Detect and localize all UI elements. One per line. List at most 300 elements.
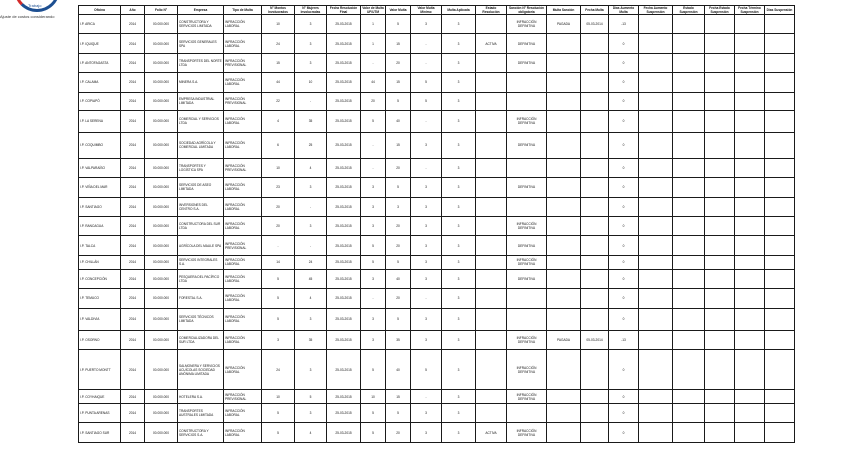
table-cell: -	[295, 92, 327, 110]
table-cell	[735, 255, 765, 269]
logo	[14, 0, 62, 14]
table-cell	[735, 423, 765, 443]
table-cell	[705, 53, 735, 72]
table-cell: 0	[609, 289, 639, 308]
table-cell	[765, 236, 795, 255]
table-cell	[765, 308, 795, 330]
table-cell: 3	[442, 216, 476, 235]
table-cell: 2014	[121, 423, 145, 443]
table-cell: 20	[386, 216, 411, 235]
table-cell: 3	[411, 330, 442, 349]
table-cell: 3	[361, 216, 386, 235]
table-cell	[765, 132, 795, 158]
table-cell: 20	[361, 92, 386, 110]
table-cell: I.P. LA SERENA	[79, 110, 121, 132]
table-cell: 0	[609, 236, 639, 255]
table-cell	[581, 289, 609, 308]
table-cell: INFRACCIÓN LABORAL	[224, 423, 262, 443]
table-cell	[547, 132, 581, 158]
table-cell: 15	[386, 73, 411, 92]
table-cell: 00.000.000	[145, 53, 178, 72]
table-cell: 5	[386, 308, 411, 330]
table-cell	[735, 92, 765, 110]
table-cell: 3	[411, 236, 442, 255]
table-cell	[581, 423, 609, 443]
table-cell: 2014	[121, 110, 145, 132]
table-cell: DEFINITIVA	[507, 178, 547, 197]
table-cell: 3	[442, 390, 476, 404]
table-cell	[765, 404, 795, 423]
table-cell	[639, 158, 673, 177]
table-cell: INFRACCIÓN LABORAL	[224, 34, 262, 53]
table-cell: 00.000.000	[145, 255, 178, 269]
table-cell	[581, 350, 609, 390]
table-cell	[581, 236, 609, 255]
table-cell	[476, 404, 507, 423]
table-cell: 1	[361, 15, 386, 34]
table-cell: SERVICIOS GENERALES SPA	[178, 34, 224, 53]
table-cell: 00.000.000	[145, 350, 178, 390]
table-cell	[476, 132, 507, 158]
table-cell	[673, 110, 705, 132]
table-row	[79, 132, 795, 158]
table-cell: INFRACCIÓN LABORAL	[224, 73, 262, 92]
table-cell: COMERCIAL Y SERVICIOS LTDA	[178, 110, 224, 132]
table-cell: INFRACCIÓN DEFINITIVA	[507, 255, 547, 269]
table-cell: 5	[262, 308, 295, 330]
table-cell: 3	[442, 330, 476, 349]
table-cell: -	[361, 289, 386, 308]
table-cell: 3	[386, 197, 411, 216]
table-cell: 2014	[121, 330, 145, 349]
table-cell	[507, 92, 547, 110]
table-row	[79, 92, 795, 110]
table-cell	[673, 132, 705, 158]
table-cell: SERVICIOS INTEGRALES S.A.	[178, 255, 224, 269]
table-cell	[507, 197, 547, 216]
table-cell: 2014	[121, 158, 145, 177]
table-cell: 3	[442, 15, 476, 34]
table-cell	[735, 34, 765, 53]
table-cell	[705, 390, 735, 404]
table-cell: CONSTRUCTORA Y SERVICIOS LIMITADA	[178, 15, 224, 34]
table-cell	[735, 197, 765, 216]
table-cell	[705, 269, 735, 288]
table-cell: 25-03-2015	[327, 390, 361, 404]
table-cell	[507, 404, 547, 423]
table-cell: ACTIVA	[476, 34, 507, 53]
column-header: Sanción N° Resolución obligatoria	[507, 6, 547, 15]
table-cell: 00.000.000	[145, 92, 178, 110]
table-cell	[547, 404, 581, 423]
table-cell: SERVICIOS TÉCNICOS LIMITADA	[178, 308, 224, 330]
table-cell: 25-03-2015	[327, 216, 361, 235]
table-cell: 20	[262, 197, 295, 216]
table-cell	[547, 255, 581, 269]
table-cell	[765, 269, 795, 288]
table-cell	[673, 289, 705, 308]
table-row	[79, 330, 795, 349]
table-cell: 20	[386, 289, 411, 308]
table-cell: 20	[386, 236, 411, 255]
table-cell: INFRACCIÓN DEFINITIVA	[507, 350, 547, 390]
table-cell: INFRACCIÓN LABORAL	[224, 15, 262, 34]
table-cell	[476, 53, 507, 72]
table-cell: 40	[386, 269, 411, 288]
table-cell	[547, 390, 581, 404]
table-cell: 2014	[121, 255, 145, 269]
table-cell: 5	[361, 236, 386, 255]
table-cell	[735, 289, 765, 308]
table-cell: 3	[295, 53, 327, 72]
table-cell	[765, 289, 795, 308]
column-header: Fecha Término Suspensión	[735, 6, 765, 15]
table-cell: 00.000.000	[145, 178, 178, 197]
table-cell	[705, 308, 735, 330]
table-cell: 2014	[121, 269, 145, 288]
table-cell: 25-03-2015	[327, 404, 361, 423]
table-cell: 22	[262, 92, 295, 110]
table-cell: 2014	[121, 216, 145, 235]
table-cell	[639, 216, 673, 235]
table-cell: 00.000.000	[145, 73, 178, 92]
table-cell: TRANSPORTES AUSTRALES LIMITADA	[178, 404, 224, 423]
table-cell: 3	[295, 308, 327, 330]
table-cell: PESQUERA DEL PACÍFICO LTDA	[178, 269, 224, 288]
table-cell	[673, 269, 705, 288]
column-header: Tipo de Multa	[224, 6, 262, 15]
table-cell: 00.000.000	[145, 423, 178, 443]
table-cell: I.P. SANTIAGO	[79, 197, 121, 216]
table-cell: 20	[386, 423, 411, 443]
table-cell: 3	[442, 236, 476, 255]
table-cell	[476, 289, 507, 308]
table-cell	[639, 350, 673, 390]
table-cell: 5	[361, 404, 386, 423]
column-header: Días Aumento Multa	[609, 6, 639, 15]
table-cell	[639, 289, 673, 308]
table-cell: 35	[386, 330, 411, 349]
table-cell: 3	[442, 255, 476, 269]
column-header: Estado Resolución	[476, 6, 507, 15]
table-cell: INFRACCIÓN LABORAL	[224, 255, 262, 269]
table-cell: 3	[442, 158, 476, 177]
table-cell	[705, 197, 735, 216]
table-cell: 00.000.000	[145, 216, 178, 235]
table-cell	[735, 178, 765, 197]
table-cell	[735, 110, 765, 132]
table-cell: 10	[295, 73, 327, 92]
table-cell	[581, 197, 609, 216]
table-cell: I.P. RANCAGUA	[79, 216, 121, 235]
table-cell: 3	[442, 289, 476, 308]
table-cell: I.P. PUNTA ARENAS	[79, 404, 121, 423]
table-cell: 00.000.000	[145, 197, 178, 216]
column-header: Multa Aplicada	[442, 6, 476, 15]
table-cell: 3	[442, 92, 476, 110]
table-cell	[639, 236, 673, 255]
table-cell: INFRACCIÓN PREVISIONAL	[224, 158, 262, 177]
table-row	[79, 73, 795, 92]
table-cell: I.P. COPIAPÓ	[79, 92, 121, 110]
table-cell: 4	[295, 289, 327, 308]
table-cell: 3	[361, 308, 386, 330]
table-cell	[476, 350, 507, 390]
table-cell	[547, 350, 581, 390]
table-cell: 2014	[121, 350, 145, 390]
table-cell	[547, 110, 581, 132]
table-cell: 3	[442, 350, 476, 390]
table-cell: 5	[361, 350, 386, 390]
table-cell: 5	[262, 289, 295, 308]
table-cell	[639, 53, 673, 72]
table-cell	[735, 158, 765, 177]
table-cell: I.P. COQUIMBO	[79, 132, 121, 158]
table-cell: 0	[609, 73, 639, 92]
table-cell	[507, 158, 547, 177]
table-cell	[581, 158, 609, 177]
table-cell	[581, 34, 609, 53]
table-cell	[735, 404, 765, 423]
table-cell: HOTELERA S.A.	[178, 390, 224, 404]
table-cell	[705, 330, 735, 349]
table-cell: INVERSIONES DEL CENTRO S.A.	[178, 197, 224, 216]
table-row	[79, 269, 795, 288]
table-cell: DEFINITIVA	[507, 132, 547, 158]
table-cell: 3	[295, 350, 327, 390]
table-cell: 2014	[121, 53, 145, 72]
column-header: Valor Multa Mínimo	[411, 6, 442, 15]
table-cell	[476, 197, 507, 216]
table-cell	[547, 236, 581, 255]
table-cell	[673, 390, 705, 404]
table-cell	[765, 110, 795, 132]
table-cell	[765, 178, 795, 197]
table-cell	[639, 423, 673, 443]
table-cell	[765, 216, 795, 235]
table-cell: 3	[411, 197, 442, 216]
table-cell	[507, 73, 547, 92]
table-cell	[581, 110, 609, 132]
table-cell	[639, 15, 673, 34]
table-cell	[673, 34, 705, 53]
table-row	[79, 53, 795, 72]
table-cell: 5	[295, 390, 327, 404]
table-cell: 20	[386, 158, 411, 177]
table-cell: 15	[262, 53, 295, 72]
table-cell	[547, 197, 581, 216]
table-row	[79, 197, 795, 216]
table-cell	[476, 390, 507, 404]
table-cell: I.P. PUERTO MONTT	[79, 350, 121, 390]
table-row	[79, 216, 795, 235]
table-cell: 23	[262, 178, 295, 197]
table-cell: -	[295, 236, 327, 255]
table-cell: 3	[442, 53, 476, 72]
column-header: Multa Sanción	[547, 6, 581, 15]
table-cell	[765, 423, 795, 443]
table-cell: 15	[386, 34, 411, 53]
table-cell: 0	[609, 404, 639, 423]
table-cell: INFRACCIÓN LABORAL	[224, 132, 262, 158]
table-cell: 3	[361, 197, 386, 216]
table-cell: 5	[386, 15, 411, 34]
table-cell: 0	[609, 423, 639, 443]
table-cell: 2014	[121, 34, 145, 53]
table-cell: 25-03-2015	[327, 289, 361, 308]
table-cell: 20	[262, 216, 295, 235]
table-cell: 3	[361, 178, 386, 197]
table-cell	[476, 110, 507, 132]
table-cell: 3	[442, 132, 476, 158]
table-cell: -	[262, 236, 295, 255]
table-cell: 0	[609, 255, 639, 269]
table-cell	[547, 73, 581, 92]
table-cell: 14	[262, 255, 295, 269]
table-cell: 00.000.000	[145, 390, 178, 404]
table-cell: 3	[411, 178, 442, 197]
table-cell: 3	[262, 330, 295, 349]
table-cell: PAGADA	[547, 330, 581, 349]
table-row	[79, 423, 795, 443]
table-row	[79, 158, 795, 177]
table-cell: 5	[262, 269, 295, 288]
table-row	[79, 255, 795, 269]
table-cell: 0	[609, 92, 639, 110]
table-cell: 3	[411, 255, 442, 269]
table-cell: 24	[262, 34, 295, 53]
table-cell: CONSTRUCTORA Y SERVICIOS S.A.	[178, 423, 224, 443]
table-cell	[673, 15, 705, 34]
table-cell: 25-03-2015	[327, 197, 361, 216]
table-cell: 0	[609, 269, 639, 288]
table-cell: 3	[411, 404, 442, 423]
table-cell: INFRACCIÓN DEFINITIVA	[507, 390, 547, 404]
table-cell	[639, 308, 673, 330]
table-cell: 00.000.000	[145, 289, 178, 308]
table-cell: 5	[361, 423, 386, 443]
logo-text: Trabajo	[28, 3, 42, 8]
table-cell: 2014	[121, 197, 145, 216]
table-cell: SALMONERA Y SERVICIOS ACUÍCOLAS SOCIEDAD ANÓNIMA LIMITADA	[178, 350, 224, 390]
column-header: Fecha Estado Suspensión	[705, 6, 735, 15]
table-cell: INFRACCIÓN DEFINITIVA	[507, 110, 547, 132]
table-cell	[476, 73, 507, 92]
table-cell: 3	[411, 132, 442, 158]
table-cell: 3	[411, 423, 442, 443]
table-cell	[735, 236, 765, 255]
table-cell: 00.000.000	[145, 330, 178, 349]
table-cell: 00.000.000	[145, 110, 178, 132]
table-cell	[765, 330, 795, 349]
table-cell	[507, 308, 547, 330]
table-cell: 3	[411, 15, 442, 34]
column-header: N° Montos Involucrados	[262, 6, 295, 15]
table-cell	[673, 350, 705, 390]
table-cell	[735, 216, 765, 235]
table-cell: INFRACCIÓN LABORAL	[224, 350, 262, 390]
table-cell	[547, 53, 581, 72]
table-row	[79, 34, 795, 53]
table-cell	[639, 197, 673, 216]
table-cell: 15	[386, 390, 411, 404]
table-cell: -	[411, 289, 442, 308]
table-cell: 35	[295, 330, 327, 349]
table-cell: 2014	[121, 132, 145, 158]
table-cell: 0	[609, 110, 639, 132]
table-cell	[639, 73, 673, 92]
table-cell	[639, 330, 673, 349]
table-cell: 5	[262, 423, 295, 443]
table-cell: 3	[442, 34, 476, 53]
column-header: Valor Multa	[386, 6, 411, 15]
table-cell: -	[361, 53, 386, 72]
table-cell: 5	[262, 404, 295, 423]
table-cell	[639, 269, 673, 288]
table-cell: 25-03-2015	[327, 269, 361, 288]
table-cell	[581, 255, 609, 269]
table-cell	[547, 158, 581, 177]
column-header: Fecha Aumento Suspensión	[639, 6, 673, 15]
table-cell: INFRACCIÓN PREVISIONAL	[224, 92, 262, 110]
table-cell: TRANSPORTES Y LOGÍSTICA SPA	[178, 158, 224, 177]
table-cell: 3	[411, 308, 442, 330]
table-cell	[673, 197, 705, 216]
table-cell: 5	[386, 92, 411, 110]
table-cell: 25-03-2015	[327, 236, 361, 255]
table-cell: 25-03-2015	[327, 92, 361, 110]
table-cell: 25	[295, 132, 327, 158]
table-cell	[476, 330, 507, 349]
table-cell: TRANSPORTES DEL NORTE LTDA	[178, 53, 224, 72]
table-cell: I.P. CONCEPCIÓN	[79, 269, 121, 288]
table-cell	[639, 255, 673, 269]
table-cell	[639, 390, 673, 404]
table-cell	[476, 158, 507, 177]
table-cell	[639, 34, 673, 53]
table-cell	[705, 34, 735, 53]
table-cell	[765, 73, 795, 92]
table-cell	[735, 73, 765, 92]
table-cell: INFRACCIÓN LABORAL	[224, 308, 262, 330]
table-cell: 25-03-2015	[327, 73, 361, 92]
table-cell: 25-03-2015	[327, 308, 361, 330]
table-cell: I.P. SANTIAGO SUR	[79, 423, 121, 443]
table-cell	[476, 269, 507, 288]
table-cell: I.P. COYHAIQUE	[79, 390, 121, 404]
table-cell: 3	[361, 269, 386, 288]
table-cell	[581, 73, 609, 92]
table-cell	[476, 92, 507, 110]
table-cell: 00.000.000	[145, 15, 178, 34]
table-cell: 45	[295, 269, 327, 288]
table-cell	[581, 178, 609, 197]
table-cell: INFRACCIÓN LABORAL	[224, 110, 262, 132]
table-cell: 5	[361, 110, 386, 132]
table-cell: 0	[609, 158, 639, 177]
table-cell: 2014	[121, 92, 145, 110]
table-cell	[673, 330, 705, 349]
table-cell	[673, 158, 705, 177]
table-cell: I.P. ARICA	[79, 15, 121, 34]
column-header: Fecha Multa	[581, 6, 609, 15]
table-cell: 3	[442, 269, 476, 288]
table-cell: 00.000.000	[145, 236, 178, 255]
table-cell: 2014	[121, 73, 145, 92]
table-cell	[476, 236, 507, 255]
table-cell: 6	[262, 132, 295, 158]
column-header: N° Mujeres Involucradas	[295, 6, 327, 15]
